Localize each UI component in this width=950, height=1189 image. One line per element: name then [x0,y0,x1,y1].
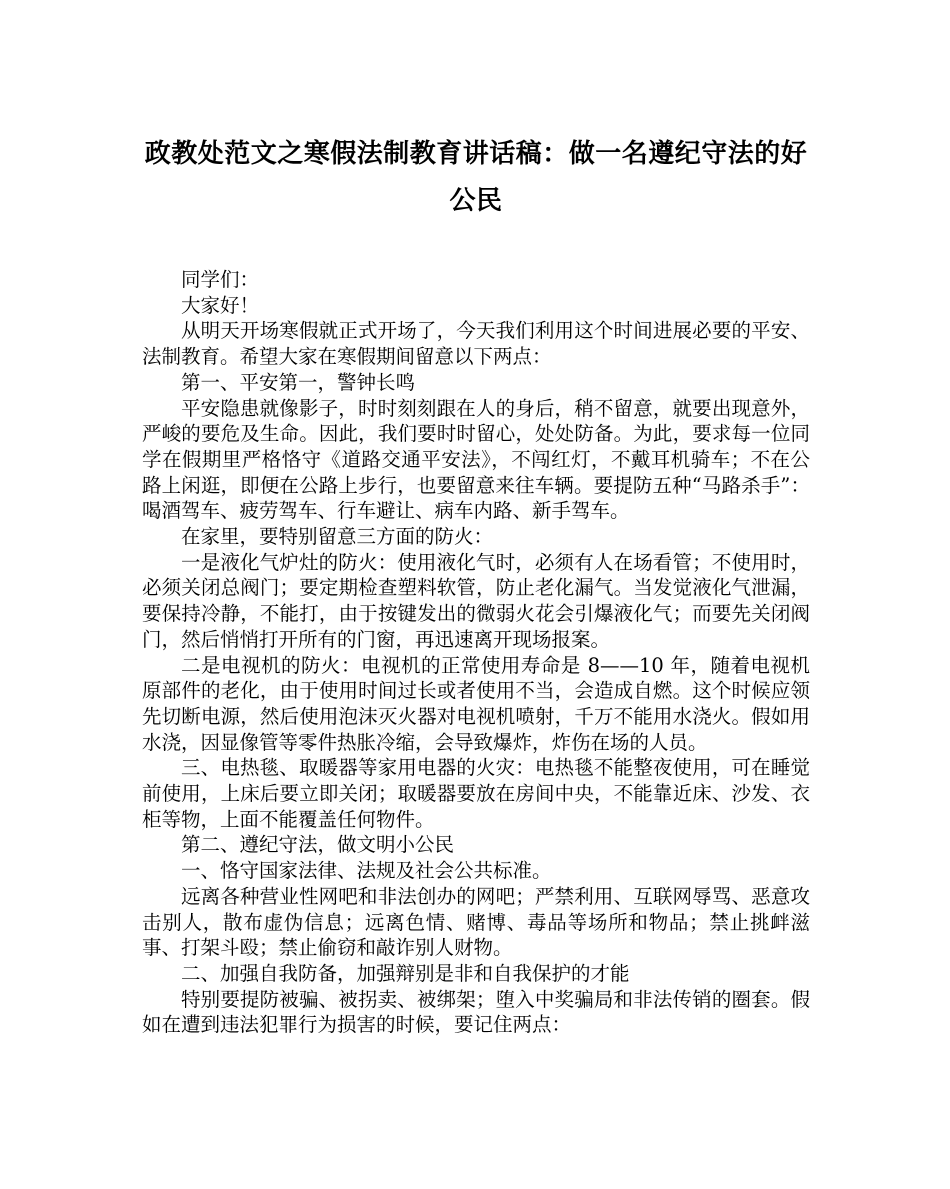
paragraph-home-fire: 在家里，要特别留意三方面的防火： [181,525,494,549]
paragraph-greeting: 同学们： [181,268,260,291]
document-title: 政教处范文之寒假法制教育讲话稿：做一名遵纪守法的好公民 [144,139,808,216]
paragraph-internet: 远离各种营业性网吧和非法创办的网吧；严禁利用、互联网辱骂、恶意攻击别人，散布虚伪信息；远离色情、赌博、毒品等场所和物品；禁止挑衅滋事、打架斗殴；禁止偷窃和敲诈别人财物。 [142,884,810,960]
paragraph-gas-stove: 一是液化气炉灶的防火：使用液化气时，必须有人在场看管；不使用时，必须关闭总阀门；要定期检查塑料软管，防止老化漏气。当发觉液化气泄漏，要保持冷静，不能打，由于按键发出的微弱火花会引爆液化气；而要先关闭阀门，然后悄悄打开所有的门窗，再迅速离开现场报案。 [142,550,810,651]
paragraph-traffic-safety: 平安隐患就像影子，时时刻刻跟在人的身后，稍不留意，就要出现意外，严峻的要危及生命。因此，我们要时时留心，处处防备。为此，要求每一位同学在假期里严格恪守《道路交通平安法》，不闯红灯，不戴耳机骑车；不在公路上闲逛，即便在公路上步行，也要留意来往车辆。要提防五种“马路杀手”：喝酒驾车、疲劳驾车、行车避让、病车内路、新手驾车。 [142,396,810,523]
document-body [142,267,810,1038]
paragraph-law-item-2: 二、加强自我防备，加强辩别是非和自我保护的才能 [181,961,630,985]
section-heading-safety: 第一、平安第一，警钟长鸣 [181,370,416,394]
section-heading-law: 第二、遵纪守法，做文明小公民 [181,833,455,857]
document-page [142,0,810,1038]
paragraph-television: 二是电视机的防火：电视机的正常使用寿命是 8——10 年，随着电视机原部件的老化，由于使用时间过长或者使用不当，会造成自燃。这个时候应领先切断电源，然后使用泡沫灭火器对电视机喷射，千万不能用水浇火。假如用水浇，因显像管等零件热胀冷缩，会导致爆炸，炸伤在场的人员。 [142,653,810,754]
paragraph-self-protection: 特别要提防被骗、被拐卖、被绑架；堕入中奖骗局和非法传销的圈套。假如在遭到违法犯罪行为损害的时候，要记住两点： [142,987,810,1037]
paragraph-appliances: 三、电热毯、取暖器等家用电器的火灾：电热毯不能整夜使用，可在睡觉前使用，上床后要立即关闭；取暖器要放在房间中央，不能靠近床、沙发、衣柜等物，上面不能覆盖任何物件。 [142,756,810,831]
paragraph-intro: 从明天开场寒假就正式开场了，今天我们利用这个时间进展必要的平安、法制教育。希望大家在寒假期间留意以下两点： [142,319,810,369]
paragraph-hello: 大家好！ [181,293,260,317]
paragraph-law-item-1: 一、恪守国家法律、法规及社会公共标准。 [181,859,552,883]
